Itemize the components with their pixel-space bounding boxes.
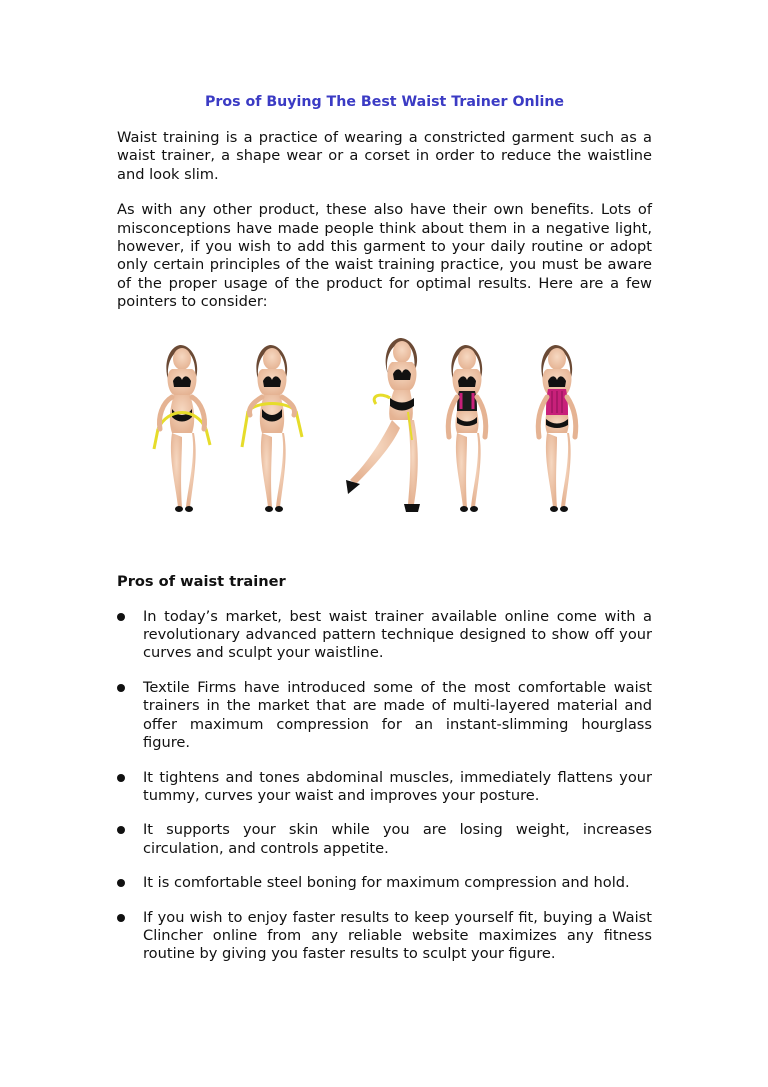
list-item-text: In today’s market, best waist trainer available online come with a revolutionary advanced pattern technique designed to show off your curves and sculpt your waistline.: [143, 607, 652, 662]
figure-4: [448, 345, 485, 512]
illustration-svg: [145, 332, 645, 515]
figure-3: [346, 338, 420, 512]
list-item: [117, 679, 652, 753]
bullet-icon: [117, 826, 125, 834]
pros-list: [117, 608, 652, 964]
intro-paragraph: Waist training is a practice of wearing a constricted garment such as a waist trainer, a shape wear or a corset in order to reduce the waistline and look slim.: [117, 129, 652, 183]
list-item: [117, 909, 652, 964]
list-item: [117, 769, 652, 806]
figure-2: [242, 345, 302, 512]
bullet-icon: [117, 613, 125, 621]
list-item: [117, 608, 652, 663]
list-item-text: It is comfortable steel boning for maximum compression and hold.: [143, 874, 630, 892]
list-item-text: It tightens and tones abdominal muscles, immediately flattens your tummy, curves your waist and improves your posture.: [143, 768, 652, 804]
bullet-icon: [117, 914, 125, 922]
waist-training-illustration: [117, 332, 652, 515]
list-item-text: It supports your skin while you are losing weight, increases circulation, and controls appetite.: [143, 821, 652, 857]
list-item-text: Textile Firms have introduced some of the most comfortable waist trainers in the market that are made of multi-layered material and offer maximum compression for an instant-slimming hourglass figure.: [143, 678, 652, 752]
benefits-paragraph: As with any other product, these also have their own benefits. Lots of misconceptions have made people think about them in a negative light, however, if you wish to add this garment to your daily routine or adopt only certain principles of the waist training practice, you must be aware of the proper usage of the product for optimal results. Here are a few pointers to consider:: [117, 201, 652, 311]
figure-1: [154, 345, 210, 512]
section-heading: Pros of waist trainer: [117, 572, 286, 590]
list-item: [117, 821, 652, 858]
bullet-icon: [117, 879, 125, 887]
document-page: [117, 92, 652, 980]
list-item: [117, 874, 652, 892]
document-title: Pros of Buying The Best Waist Trainer Online: [204, 94, 565, 110]
bullet-icon: [117, 684, 125, 692]
list-item-text: If you wish to enjoy faster results to keep yourself fit, buying a Waist Clincher online from any reliable website maximizes any fitness routine by giving you faster results to sculpt your figure.: [143, 908, 652, 963]
figure-5: [538, 345, 575, 512]
bullet-icon: [117, 774, 125, 782]
